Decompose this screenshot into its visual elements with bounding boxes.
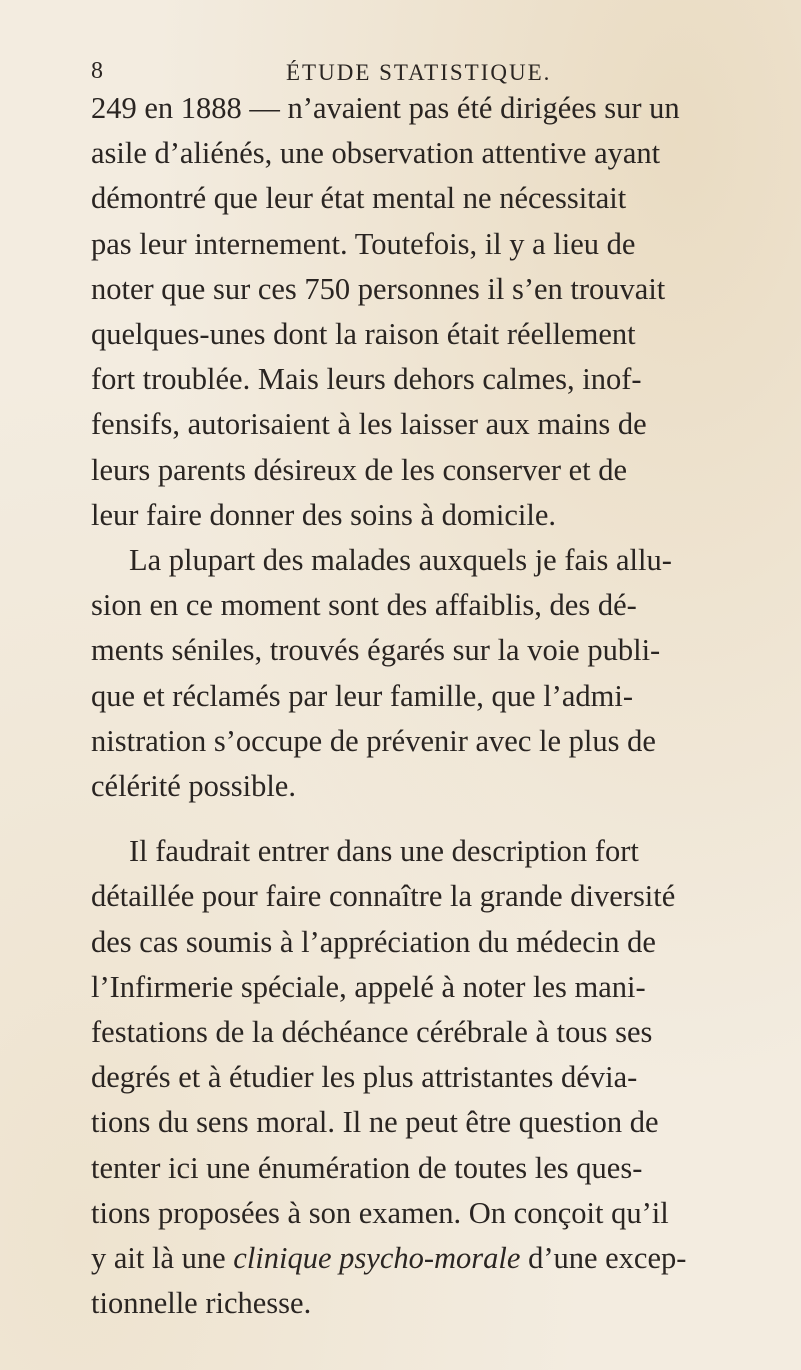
text-line: festations de la déchéance cérébrale à tous ses [91,1015,653,1050]
text-line: asile d’aliénés, une observation attentive ayant [91,136,661,171]
text-line: pas leur internement. Toutefois, il y a lieu de [91,226,636,261]
text-line: La plupart des malades auxquels je fais allu- [129,543,672,578]
text-line: fort troublée. Mais leurs dehors calmes, inof- [91,362,642,397]
text-line: Il faudrait entrer dans une description fort [129,834,639,869]
italic-phrase: clinique psycho-morale [233,1241,521,1276]
text-line: ments séniles, trouvés égarés sur la voie publi- [91,633,661,668]
text-line: célérité possible. [91,769,296,804]
page-header [91,52,751,92]
text-run: y ait là une [91,1241,234,1276]
text-line: fensifs, autorisaient à les laisser aux mains de [91,407,647,442]
text-run: d’une excep- [520,1241,687,1276]
text-line-with-italic [91,1236,751,1281]
text-line: l’Infirmerie spéciale, appelé à noter les mani- [91,969,646,1004]
text-line: leur faire donner des soins à domicile. [91,497,556,532]
text-line: détaillée pour faire connaître la grande diversité [91,879,676,914]
text-line: démontré que leur état mental ne nécessitait [91,181,627,216]
paragraph-3 [91,829,751,1326]
book-page [91,52,751,1326]
paragraph-1 [91,86,751,538]
text-line: tionnelle richesse. [91,1286,312,1321]
text-line: tions proposées à son examen. On conçoit qu’il [91,1195,669,1230]
text-line: que et réclamés par leur famille, que l’admi- [91,678,633,713]
text-line: degrés et à étudier les plus attristantes dévia- [91,1060,638,1095]
text-line: quelques-unes dont la raison était réellement [91,317,636,352]
text-line: sion en ce moment sont des affaiblis, des dé- [91,588,637,623]
text-line: noter que sur ces 750 personnes il s’en trouvait [91,271,666,306]
page-number: 8 [91,58,103,84]
text-line: leurs parents désireux de les conserver et de [91,452,628,487]
paragraph-2 [91,538,751,809]
text-line: tions du sens moral. Il ne peut être question de [91,1105,659,1140]
text-line: tenter ici une énumération de toutes les ques- [91,1150,643,1185]
text-line: nistration s’occupe de prévenir avec le plus de [91,723,656,758]
text-line: des cas soumis à l’appréciation du médecin de [91,924,656,959]
running-title: ÉTUDE STATISTIQUE. [286,60,552,85]
text-line: 249 en 1888 — n’avaient pas été dirigées sur un [91,91,680,125]
